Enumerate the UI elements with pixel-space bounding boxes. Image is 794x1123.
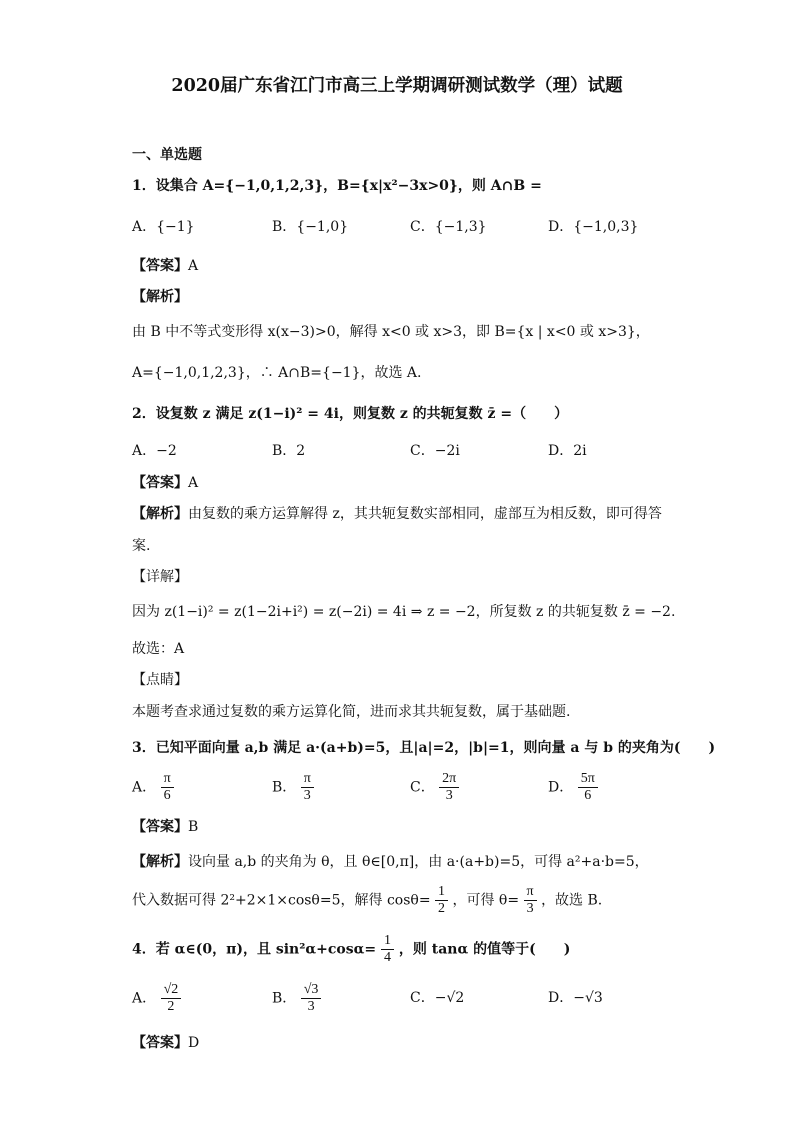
q1-option-b: B．{−1,0}: [272, 219, 349, 235]
q1-answer: A: [188, 258, 199, 274]
q1-analysis-line-1: 由 B 中不等式变形得 x(x−3)>0，解得 x<0 或 x>3，即 B={x | x<0 或 x>3}，: [132, 324, 650, 340]
analysis-part: ，可得 θ=: [452, 892, 520, 909]
analysis-part: ，故选 B.: [541, 892, 603, 909]
answer-tag: 【答案】: [132, 819, 188, 835]
denominator: 2: [167, 999, 175, 1014]
denominator: 4: [384, 950, 391, 965]
denominator: 6: [163, 788, 171, 803]
q2-answer: A: [188, 475, 199, 491]
q2-detail: 因为 z(1−i)² = z(1−2i+i²) = z(−2i) = 4i ⇒ z = −2，所复数 z 的共轭复数 z̄ = −2.: [132, 604, 676, 620]
q2-option-b: B．2: [272, 443, 306, 459]
q2-answer-line: [132, 474, 198, 492]
fraction: [301, 982, 322, 1015]
option-label: D．: [548, 990, 574, 1006]
q2-comment-tag: 【点睛】: [132, 672, 188, 688]
q4-option-c: [410, 989, 464, 1007]
numerator: π: [301, 771, 314, 788]
numerator: 1: [435, 884, 448, 901]
q2-analysis-line-1: [132, 505, 662, 523]
numerator: π: [161, 771, 174, 788]
option-label: C．: [410, 990, 435, 1006]
fraction: [161, 982, 182, 1015]
q3-analysis-line-1: [132, 853, 649, 871]
answer-tag: 【答案】: [132, 475, 188, 491]
q1-analysis-tag: 【解析】: [132, 289, 188, 305]
analysis-part: 代入数据可得 2²+2×1×cosθ=5，解得 cosθ=: [132, 892, 431, 909]
q1-option-a: A．{−1}: [132, 219, 195, 235]
fraction: [435, 884, 448, 917]
q3-option-b: [272, 771, 314, 804]
denominator: 2: [438, 901, 446, 916]
q2-analysis-line-2: 案.: [132, 538, 151, 554]
option-label: B．: [272, 990, 297, 1007]
denominator: 3: [307, 999, 315, 1014]
q3-answer: B: [188, 819, 199, 835]
fraction: [301, 771, 314, 804]
q2-stem: 2．设复数 z 满足 z(1−i)² = 4i，则复数 z 的共轭复数 z̄ =（ ）: [132, 406, 569, 422]
q2-analysis-text: 由复数的乘方运算解得 z，其共轭复数实部相同，虚部互为相反数，即可得答: [188, 506, 662, 522]
answer-tag: 【答案】: [132, 258, 188, 274]
q1-analysis-line-2: A={−1,0,1,2,3}，∴ A∩B={−1}，故选 A.: [132, 365, 422, 381]
fraction: [161, 771, 174, 804]
q1-option-d: D．{−1,0,3}: [548, 219, 639, 235]
q1-option-c: C．{−1,3}: [410, 219, 487, 235]
q1-answer-line: [132, 257, 198, 275]
analysis-tag: 【解析】: [132, 506, 188, 522]
answer-tag: 【答案】: [132, 1035, 188, 1051]
option-value: −√3: [573, 990, 603, 1006]
numerator: 5π: [578, 771, 598, 788]
denominator: 3: [445, 788, 453, 803]
denominator: 3: [303, 788, 311, 803]
option-label: D．: [548, 779, 574, 796]
option-label: A．: [132, 779, 157, 796]
numerator: π: [524, 884, 537, 901]
q2-option-d: D．2i: [548, 443, 587, 459]
numerator: 2π: [439, 771, 459, 788]
q4-answer: D: [188, 1035, 200, 1051]
q4-answer-line: [132, 1034, 199, 1052]
option-value: −√2: [434, 990, 465, 1006]
section-heading: 一、单选题: [132, 147, 202, 163]
fraction: [381, 933, 394, 966]
q3-option-a: [132, 771, 174, 804]
q4-stem: [132, 933, 570, 966]
fraction: [439, 771, 459, 804]
q2-pick: 故选：A: [132, 641, 185, 657]
q4-option-a: [132, 982, 181, 1015]
q3-option-c: [410, 771, 459, 804]
page-title: 2020届广东省江门市高三上学期调研测试数学（理）试题: [171, 76, 623, 96]
numerator: √3: [301, 982, 322, 999]
stem-part: 4．若 α∈(0，π)，且 sin²α+cosα=: [132, 941, 377, 958]
q3-answer-line: [132, 818, 198, 836]
option-label: B．: [272, 779, 297, 796]
q4-option-b: [272, 982, 321, 1015]
fraction: [578, 771, 598, 804]
q3-analysis-text: 设向量 a,b 的夹角为 θ，且 θ∈[0,π]，由 a·(a+b)=5，可得 a²+a·b=5，: [188, 854, 649, 870]
q2-option-c: C．−2i: [410, 443, 460, 459]
denominator: 6: [584, 788, 592, 803]
denominator: 3: [526, 901, 534, 916]
q2-detail-tag: 【详解】: [132, 569, 188, 585]
q3-option-d: [548, 771, 598, 804]
analysis-tag: 【解析】: [132, 854, 188, 870]
q2-comment: 本题考查求通过复数的乘方运算化简，进而求其共轭复数，属于基础题.: [132, 704, 571, 720]
numerator: 1: [381, 933, 394, 950]
q3-stem: 3．已知平面向量 a,b 满足 a·(a+b)=5，且|a|=2，|b|=1，则向量 a 与 b 的夹角为( ): [132, 740, 716, 756]
option-label: C．: [410, 779, 435, 796]
q3-analysis-line-2: [132, 884, 602, 917]
q2-option-a: A．−2: [132, 443, 177, 459]
q4-option-d: [548, 989, 603, 1007]
q1-stem: 1．设集合 A={−1,0,1,2,3}，B={x|x²−3x>0}，则 A∩B =: [132, 178, 542, 194]
fraction: [524, 884, 537, 917]
numerator: √2: [161, 982, 182, 999]
stem-part: ，则 tanα 的值等于( ): [398, 941, 571, 958]
option-label: A．: [132, 990, 157, 1007]
